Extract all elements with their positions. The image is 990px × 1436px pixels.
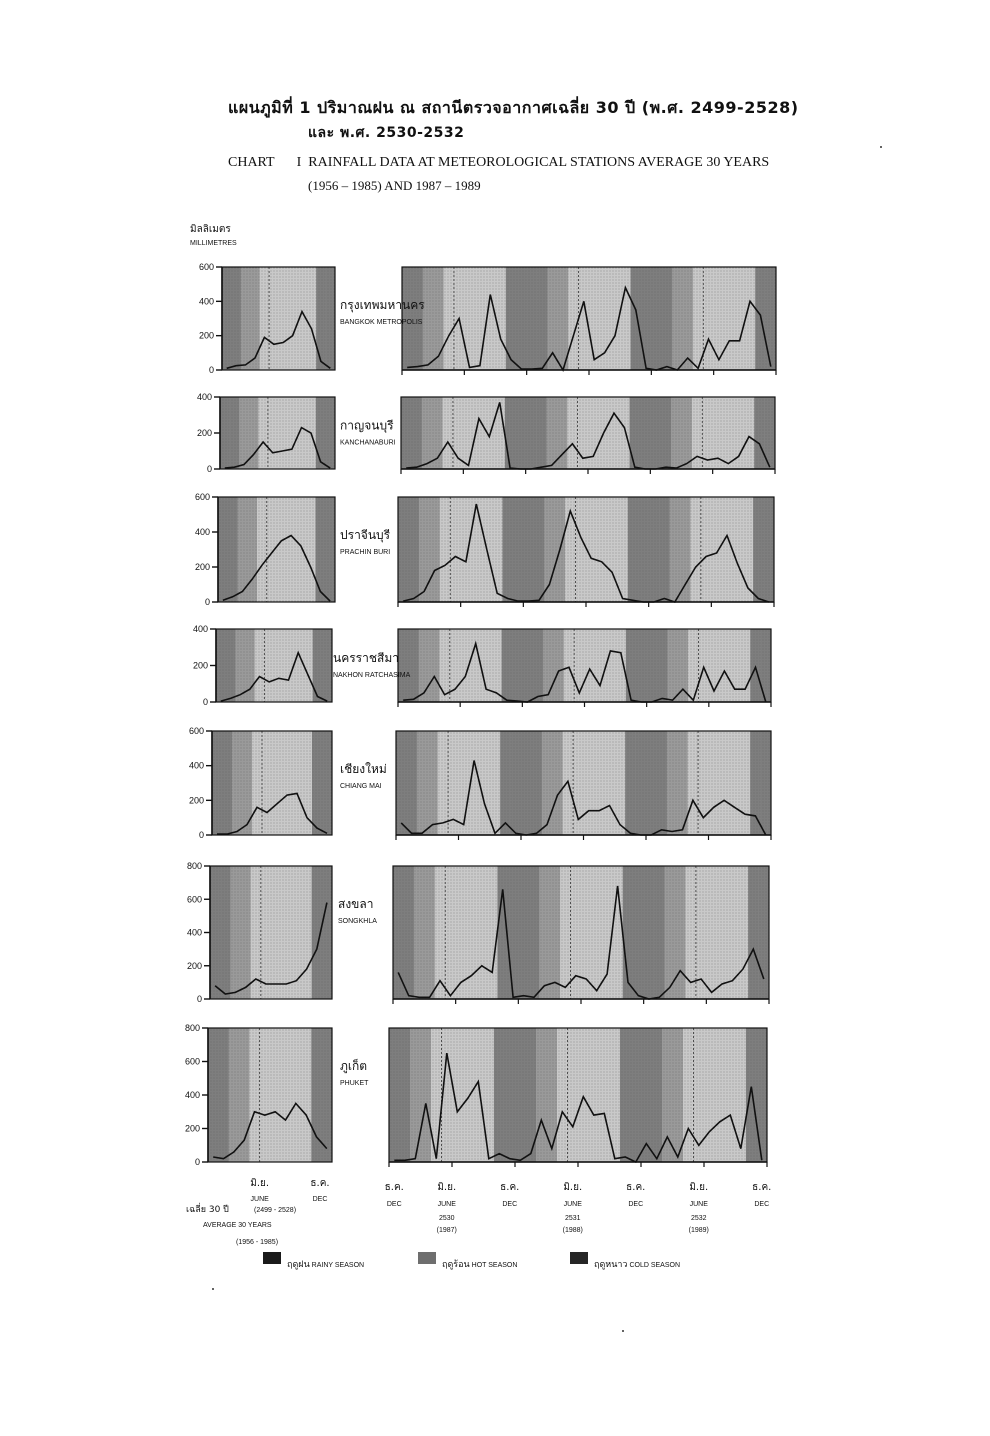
year-month-label-english: DEC (754, 1201, 770, 1208)
year-month-label-english: JUNE (437, 1201, 456, 1208)
legend-swatch (570, 1252, 588, 1264)
legend-label-english: COLD SEASON (627, 1262, 681, 1269)
title-thai-line1: แผนภูมิที่ 1 ปริมาณฝน ณ สถานีตรวจอากาศเฉลี่ย 30 ปี (พ.ศ. 2499-2528) (228, 98, 799, 117)
station-name-english: PHUKET (340, 1080, 369, 1087)
scan-speck (622, 1330, 624, 1332)
year-month-label-english: JUNE (563, 1201, 582, 1208)
title-english-line2: (1956 – 1985) AND 1987 – 1989 (308, 178, 481, 193)
year-month-label-thai: ธ.ค. (500, 1182, 520, 1193)
station-name-thai: สงขลา (338, 897, 374, 911)
avg-caption-thai-years: (2499 - 2528) (254, 1207, 297, 1214)
legend-label-thai: ฤดูหนาว (594, 1260, 628, 1270)
legend-label-thai: ฤดูฝน (287, 1260, 310, 1270)
year-month-label-english: DEC (386, 1201, 402, 1208)
year-month-label-thai: ธ.ค. (752, 1182, 772, 1193)
legend-label-english: RAINY SEASON (309, 1262, 365, 1269)
y-tick-label: 400 (192, 624, 208, 634)
y-tick-label: 0 (196, 994, 202, 1004)
y-tick-label: 200 (184, 1123, 200, 1134)
legend-label-thai: ฤดูร้อน (442, 1260, 470, 1270)
y-tick-label: 0 (208, 365, 214, 375)
avg-texture (222, 267, 335, 370)
chart-title-en: RAINFALL DATA AT METEOROLOGICAL STATIONS AVERAGE 30 YEARS (308, 155, 770, 170)
y-tick-label: 800 (186, 861, 202, 871)
year-label-be: 2532 (690, 1215, 707, 1222)
y-tick-label: 200 (194, 562, 210, 572)
station-name-english: BANGKOK METROPOLIS (340, 319, 423, 326)
year-label-be: 2531 (564, 1215, 581, 1222)
y-tick-label: 0 (204, 597, 210, 607)
avg-caption-english-years: (1956 - 1985) (236, 1239, 279, 1246)
legend-label (287, 1257, 364, 1271)
legend-label (442, 1257, 517, 1271)
y-tick-label: 200 (188, 795, 204, 806)
station-name-english: CHIANG MAI (340, 783, 382, 790)
legend-swatch (418, 1252, 436, 1264)
year-month-label-thai: มิ.ย. (437, 1182, 457, 1193)
avg-texture (208, 1028, 332, 1162)
title-thai-line2: และ พ.ศ. 2530-2532 (308, 125, 465, 141)
legend-swatch (263, 1252, 281, 1264)
station-name-thai: ปราจีนบุรี (340, 528, 391, 542)
year-month-label-thai: มิ.ย. (563, 1182, 583, 1193)
year-month-label-thai: มิ.ย. (689, 1182, 709, 1193)
y-tick-label: 400 (188, 760, 204, 771)
avg-texture (210, 866, 332, 999)
y-tick-label: 400 (198, 296, 214, 307)
station-name-english: KANCHANABURI (340, 439, 396, 447)
y-tick-label: 400 (194, 527, 210, 537)
y-tick-label: 200 (192, 660, 208, 671)
station-name-thai: กาญจนบุรี (340, 418, 394, 433)
y-tick-label: 800 (184, 1023, 200, 1033)
y-tick-label: 0 (206, 464, 212, 474)
y-tick-label: 0 (198, 830, 204, 840)
scan-speck (212, 1288, 214, 1290)
y-unit-thai: มิลลิเมตร (190, 224, 231, 235)
year-texture (389, 1028, 767, 1162)
y-tick-label: 400 (196, 392, 212, 402)
year-month-label-english: DEC (628, 1201, 644, 1208)
y-tick-label: 600 (188, 726, 204, 736)
year-month-label-english: DEC (502, 1201, 518, 1208)
station-name-thai: นครราชสีมา (333, 650, 399, 665)
y-tick-label: 200 (186, 960, 202, 971)
year-texture (398, 629, 771, 702)
y-tick-label: 600 (184, 1056, 200, 1067)
y-tick-label: 600 (186, 894, 202, 905)
y-unit-english: MILLIMETRES (190, 240, 237, 247)
chart-prefix: CHART (228, 155, 275, 170)
scan-speck (880, 146, 882, 148)
y-tick-label: 0 (194, 1157, 200, 1167)
avg-caption-thai: เฉลี่ย 30 ปี (186, 1205, 229, 1215)
station-name-thai: ภูเก็ต (340, 1059, 368, 1073)
station-name-thai: กรุงเทพมหานคร (340, 298, 425, 312)
avg-month-label-english: JUNE (250, 1196, 269, 1203)
y-tick-label: 400 (184, 1090, 200, 1100)
year-label-be: 2530 (438, 1215, 455, 1222)
station-name-english: SONGKHLA (338, 918, 377, 925)
y-tick-label: 400 (186, 927, 202, 938)
avg-texture (212, 731, 332, 835)
year-label-ad: (1988) (562, 1227, 583, 1234)
year-label-ad: (1989) (688, 1227, 709, 1234)
legend-label-english: HOT SEASON (469, 1262, 518, 1269)
avg-texture (220, 397, 335, 469)
station-name-english: PRACHIN BURI (340, 549, 391, 556)
year-texture (402, 267, 776, 370)
y-tick-label: 600 (198, 262, 214, 272)
y-tick-label: 0 (202, 697, 208, 707)
avg-caption-english: AVERAGE 30 YEARS (203, 1222, 272, 1229)
year-month-label-thai: ธ.ค. (626, 1182, 646, 1193)
chart-number: I (296, 155, 302, 170)
station-name-thai: เชียงใหม่ (340, 762, 387, 776)
avg-month-label-thai: ธ.ค. (310, 1178, 330, 1189)
legend-label (594, 1257, 680, 1271)
year-texture (393, 866, 769, 999)
year-label-ad: (1987) (436, 1227, 457, 1234)
avg-month-label-thai: มิ.ย. (250, 1178, 270, 1189)
year-month-label-thai: ธ.ค. (384, 1182, 404, 1193)
station-name-english: NAKHON RATCHASIMA (333, 671, 411, 679)
y-tick-label: 200 (198, 330, 214, 341)
avg-month-label-english: DEC (312, 1196, 328, 1203)
y-tick-label: 600 (194, 492, 210, 502)
year-month-label-english: JUNE (689, 1201, 708, 1208)
y-tick-label: 200 (196, 428, 212, 438)
